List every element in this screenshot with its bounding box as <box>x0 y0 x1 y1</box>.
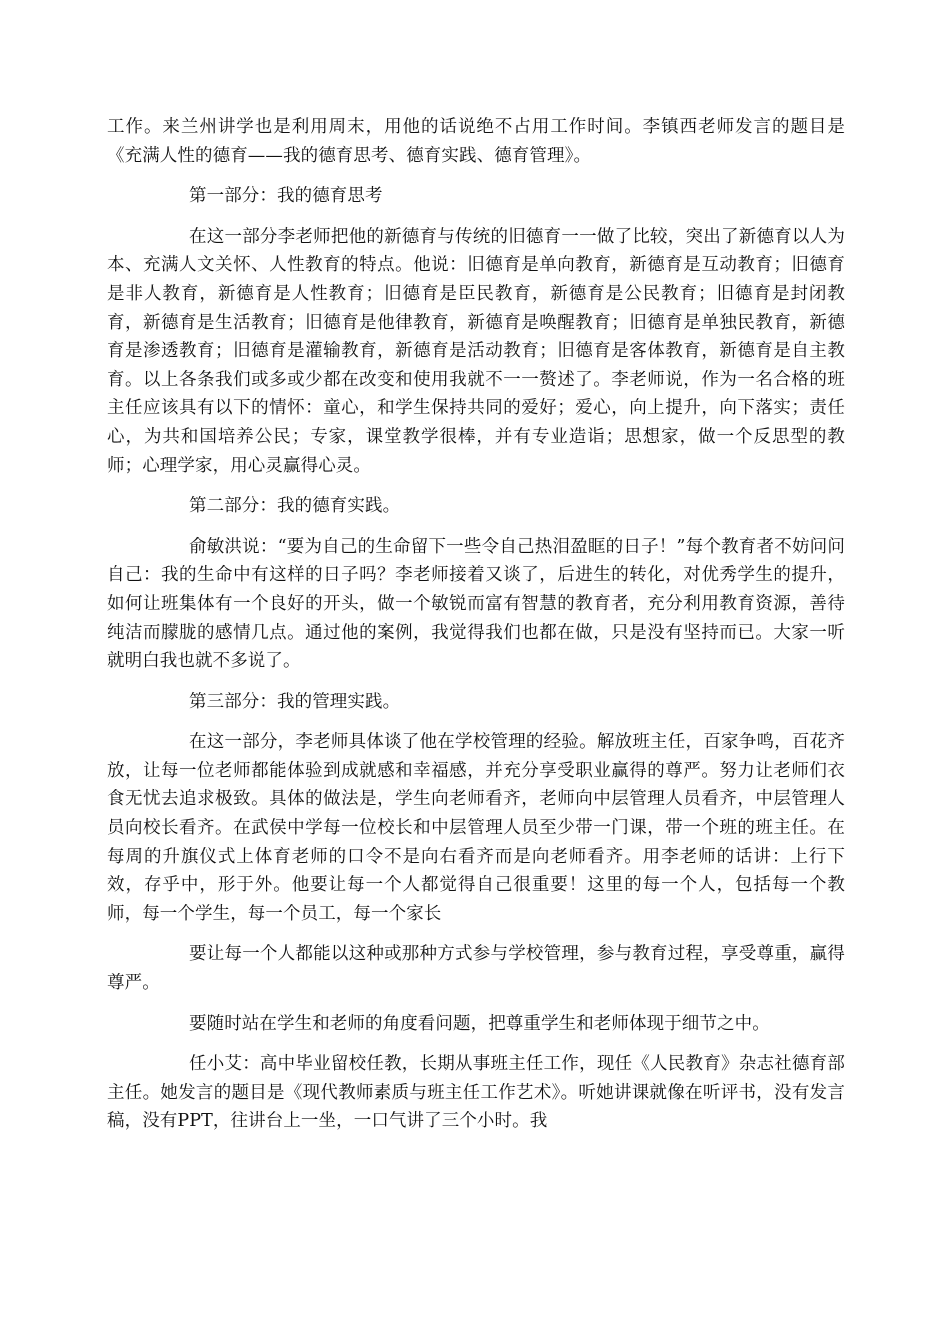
heading-part-three: 第三部分：我的管理实践。 <box>189 691 401 712</box>
heading-part-one: 第一部分：我的德育思考 <box>189 186 383 207</box>
paragraph-part-three: 在这一部分，李老师具体谈了他在学校管理的经验。解放班主任，百家争鸣，百花齐放，让每一位老师都能体验到成就感和幸福感，并充分享受职业赢得的尊严。努力让老师们衣食无忧去追求极致。具体的做法是，学生向老师看齐，老师向中层管理人员看齐，中层管理人员向校长看齐。在武侯中学每一位校长和中层管理人员至少带一门课，带一个班的班主任。在每周的升旗仪式上体育老师的口令不是向右看齐而是向老师看齐。用李老师的话讲：上行下效，存乎中，形于外。他要让每一个人都觉得自己很重要！这里的每一个人，包括每一个教师，每一个学生，每一个员工，每一个家长 <box>107 732 845 924</box>
paragraph-part-two: 俞敏洪说：“要为自己的生命留下一些令自己热泪盈眶的日子！”每个教育者不妨问问自己：我的生命中有这样的日子吗？李老师接着又谈了，后进生的转化，对优秀学生的提升，如何让班集体有一个良好的开头，做一个敏锐而富有智慧的教育者，充分利用教育资源，善待纯洁而朦胧的感情几点。通过他的案例，我觉得我们也都在做，只是没有坚持而已。大家一听就明白我也就不多说了。 <box>107 536 845 672</box>
document-body <box>107 113 845 1148</box>
paragraph-perspective: 要随时站在学生和老师的角度看问题，把尊重学生和老师体现于细节之中。 <box>189 1013 770 1034</box>
paragraph-intro: 工作。来兰州讲学也是利用周末，用他的话说绝不占用工作时间。李镇西老师发言的题目是《充满人性的德育——我的德育思考、德育实践、德育管理》。 <box>107 117 845 166</box>
paragraph-ren-xiaoai: 任小艾：高中毕业留校任教，长期从事班主任工作，现任《人民教育》杂志社德育部主任。她发言的题目是《现代教师素质与班主任工作艺术》。听她讲课就像在听评书，没有发言稿，没有PPT，往讲台上一坐，一口气讲了三个小时。我 <box>107 1054 845 1132</box>
paragraph-participation: 要让每一个人都能以这种或那种方式参与学校管理，参与教育过程，享受尊重，赢得尊严。 <box>107 944 845 994</box>
paragraph-part-one: 在这一部分李老师把他的新德育与传统的旧德育一一做了比较，突出了新德育以人为本、充满人文关怀、人性教育的特点。他说：旧德育是单向教育，新德育是互动教育；旧德育是非人教育，新德育是人性教育；旧德育是臣民教育，新德育是公民教育；旧德育是封闭教育，新德育是生活教育；旧德育是他律教育，新德育是唤醒教育；旧德育是单独民教育，新德育是渗透教育；旧德育是灌输教育，新德育是活动教育；旧德育是客体教育，新德育是自主教育。以上各条我们或多或少都在改变和使用我就不一一赘述了。李老师说，作为一名合格的班主任应该具有以下的情怀：童心，和学生保持共同的爱好；爱心，向上提升，向下落实；责任心，为共和国培养公民；专家，课堂教学很棒，并有专业造诣；思想家，做一个反思型的教师；心理学家，用心灵赢得心灵。 <box>107 226 845 476</box>
heading-part-two: 第二部分：我的德育实践。 <box>189 496 401 517</box>
